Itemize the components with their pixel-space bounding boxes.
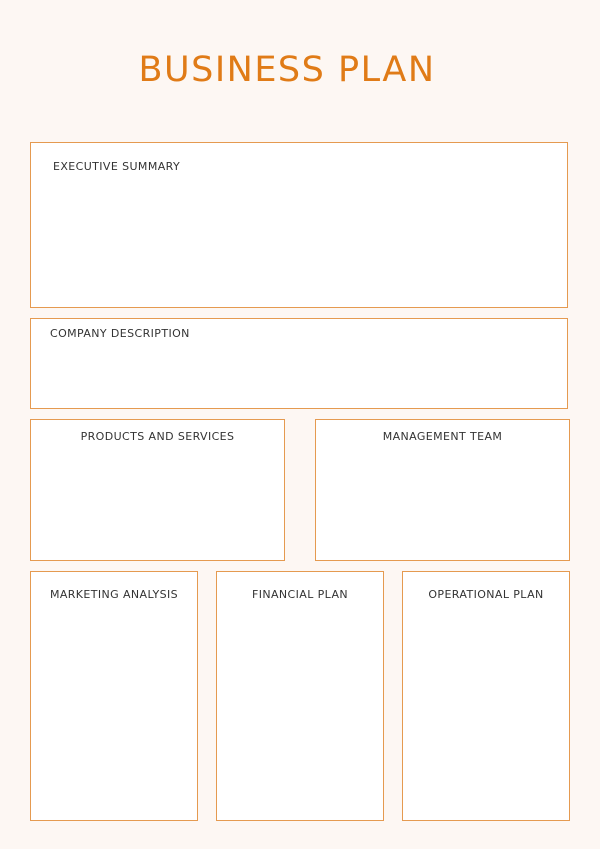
operational-plan-box[interactable] — [402, 571, 570, 821]
management-team-label: MANAGEMENT TEAM — [382, 430, 503, 443]
company-description-label: COMPANY DESCRIPTION — [50, 327, 190, 340]
products-and-services-box[interactable] — [30, 419, 285, 561]
operational-plan-label: OPERATIONAL PLAN — [428, 588, 544, 601]
marketing-analysis-label: MARKETING ANALYSIS — [49, 588, 179, 601]
executive-summary-label: EXECUTIVE SUMMARY — [53, 160, 181, 173]
marketing-analysis-box[interactable] — [30, 571, 198, 821]
management-team-box[interactable] — [315, 419, 570, 561]
company-description-box[interactable] — [30, 318, 568, 409]
products-and-services-label: PRODUCTS AND SERVICES — [80, 430, 235, 443]
page-title: BUSINESS PLAN — [138, 50, 436, 90]
financial-plan-label: FINANCIAL PLAN — [252, 588, 348, 601]
executive-summary-box[interactable] — [30, 142, 568, 308]
financial-plan-box[interactable] — [216, 571, 384, 821]
